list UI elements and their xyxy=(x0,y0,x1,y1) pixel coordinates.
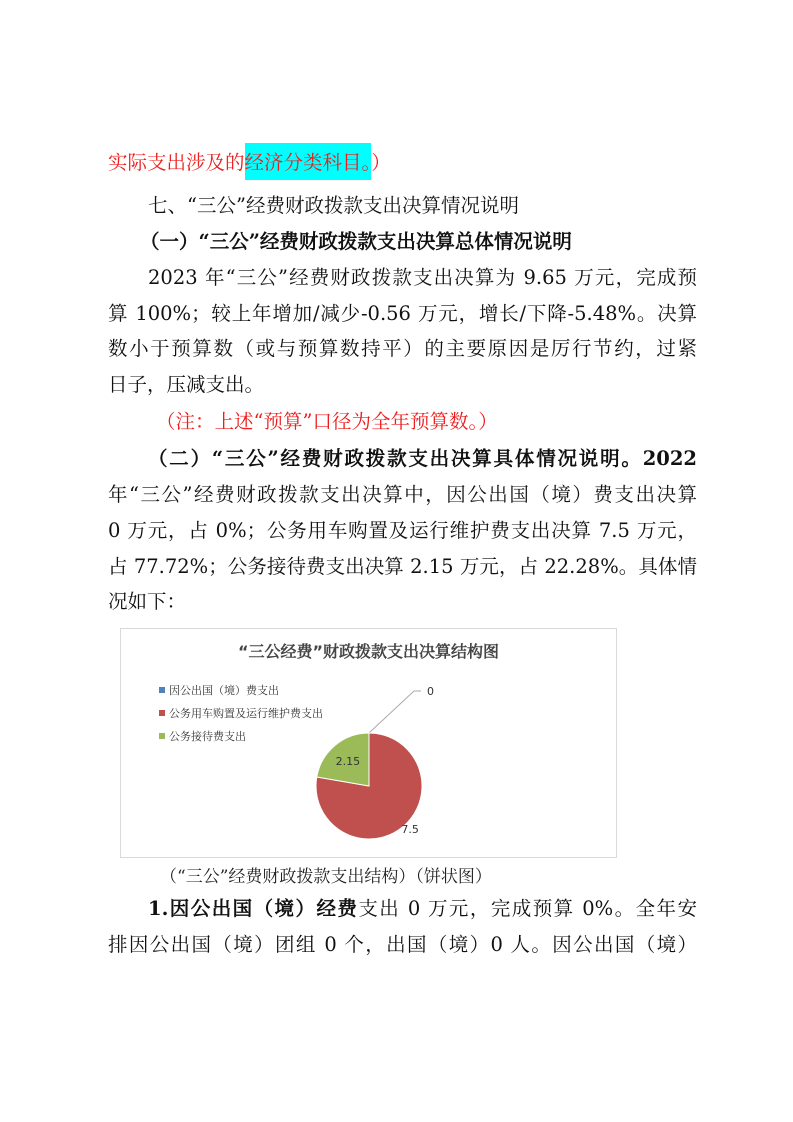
paragraph-3-line xyxy=(148,897,697,921)
pie-plot xyxy=(121,629,618,859)
data-label: 7.5 xyxy=(401,823,419,837)
pie-chart xyxy=(120,628,617,858)
subsection-heading-1: （一）“三公”经费财政拨款支出决算总体情况说明 xyxy=(140,230,572,253)
paragraph-2-line: 况如下： xyxy=(108,590,187,613)
red-text: 实际支出涉及的 xyxy=(108,151,245,174)
paragraph-2-line: 占 77.72%；公务接待费支出决算 2.15 万元，占 22.28%。具体情 xyxy=(108,555,697,578)
leader-line xyxy=(369,691,421,733)
paragraph-3-line: 排因公出国（境）团组 0 个，出国（境）0 人。因公出国（境） xyxy=(108,933,697,956)
paragraph-1-line: 2023 年“三公”经费财政拨款支出决算为 9.65 万元，完成预 xyxy=(148,266,697,289)
paragraph-text: 支出 0 万元，完成预算 0%。全年安 xyxy=(358,897,697,920)
data-label: 0 xyxy=(427,685,434,698)
paragraph-2-line: 年“三公”经费财政拨款支出决算中，因公出国（境）费支出决算 xyxy=(108,483,697,506)
red-note-continuation xyxy=(108,151,697,175)
data-label: 2.15 xyxy=(335,754,361,768)
paragraph-1-line: 数小于预算数（或与预算数持平）的主要原因是厉行节约，过紧 xyxy=(108,337,697,360)
subsection-heading-2: （二）“三公”经费财政拨款支出决算具体情况说明。2022 xyxy=(148,447,697,470)
chart-title: “三公经费”财政拨款支出决算结构图 xyxy=(237,642,500,661)
legend-label: 公务接待费支出 xyxy=(169,730,246,743)
chart-caption: （“三公”经费财政拨款支出结构）（饼状图） xyxy=(160,867,492,887)
section-heading: 七、“三公”经费财政拨款支出决算情况说明 xyxy=(148,194,519,217)
paragraph-2-line: 0 万元，占 0%；公务用车购置及运行维护费支出决算 7.5 万元， xyxy=(108,519,697,542)
highlighted-text: 经济分类科目。 xyxy=(245,143,372,180)
legend-label: 因公出国（境）费支出 xyxy=(169,684,279,697)
paragraph-1-line: 算 100%；较上年增加/减少-0.56 万元，增长/下降-5.48%。决算 xyxy=(108,302,697,325)
legend-label: 公务用车购置及运行维护费支出 xyxy=(169,707,323,720)
paragraph-1-line: 日子，压减支出。 xyxy=(108,373,265,396)
budget-note: （注：上述“预算”口径为全年预算数。） xyxy=(156,410,498,433)
red-text-tail: ） xyxy=(371,151,391,174)
bold-lead: 1.因公出国（境）经费 xyxy=(148,897,359,920)
